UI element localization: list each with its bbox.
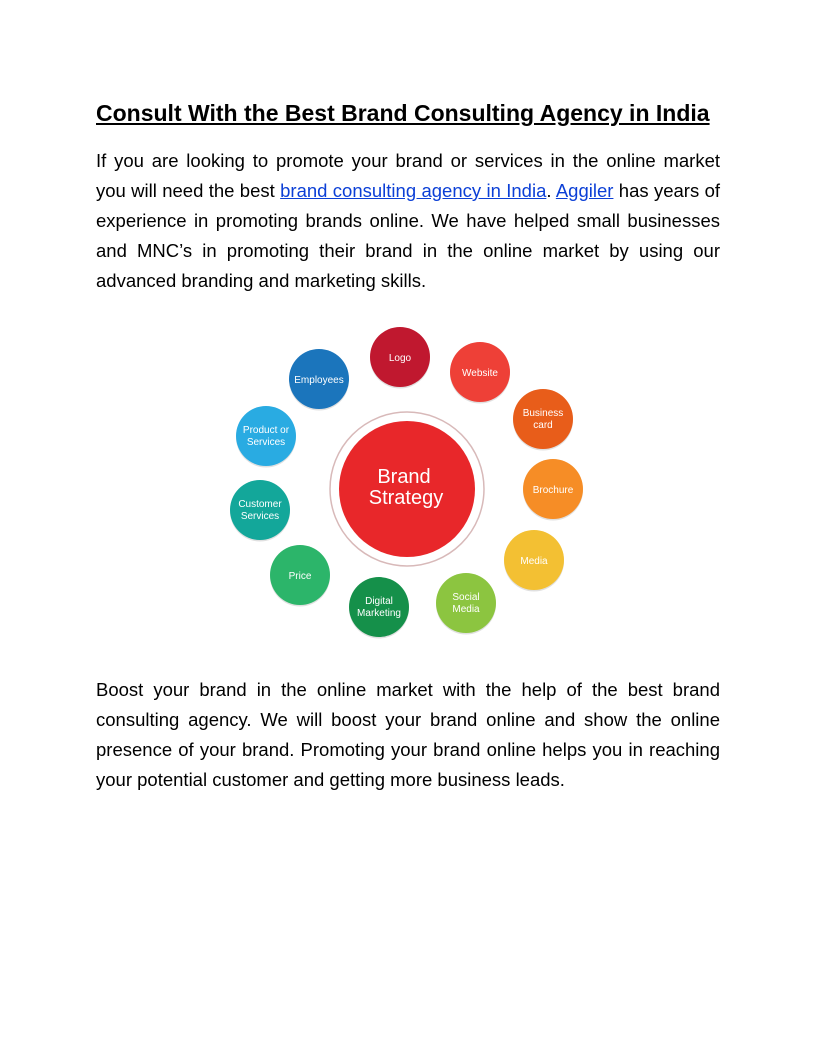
intro-text-c: has years of experience in promoting brands online. We have helped small businesses and MNC’s in promoting their brand in the online market by using our advanced branding and marketing skills. — [96, 180, 720, 291]
node-label-line2: Media — [452, 604, 480, 615]
center-label-line1: Brand — [377, 466, 431, 488]
node-digital-marketing — [349, 577, 409, 639]
center-node — [330, 412, 484, 566]
node-logo — [370, 327, 430, 389]
node-label: Logo — [388, 353, 412, 364]
node-price — [270, 545, 330, 607]
node-label-line1: Product or — [242, 425, 290, 436]
node-business-card — [513, 389, 573, 451]
node-label-line2: Services — [246, 437, 286, 448]
node-circle — [236, 406, 296, 466]
closing-paragraph: Boost your brand in the online market with the help of the best brand consulting agency. We will boost your brand online and show the online presence of your brand. Promoting your brand online helps you in reaching your potential customer and getting more business leads. — [96, 679, 720, 790]
intro-text-b: . — [546, 180, 556, 201]
node-label: Website — [462, 368, 498, 379]
aggiler-link[interactable]: Aggiler — [555, 180, 614, 201]
brand-consulting-link[interactable]: brand consulting agency in India — [280, 180, 547, 201]
node-product-or-services — [236, 406, 296, 468]
node-label: Media — [520, 556, 548, 567]
node-label-line2: Marketing — [357, 608, 401, 619]
node-circle — [230, 480, 290, 540]
node-circle — [349, 577, 409, 637]
center-label-line2: Strategy — [368, 487, 444, 509]
page-title: Consult With the Best Brand Consulting Agency in India — [96, 100, 710, 126]
node-label-line1: Digital — [365, 596, 393, 607]
node-customer-services — [230, 480, 290, 542]
node-label-line2: Services — [240, 511, 280, 522]
node-label: Brochure — [532, 485, 574, 496]
intro-paragraph — [96, 146, 720, 296]
node-label-line1: Social — [452, 592, 480, 603]
node-label: Employees — [294, 375, 344, 386]
brand-strategy-diagram — [220, 322, 600, 642]
diagram-canvas — [220, 322, 600, 642]
node-social-media — [436, 573, 496, 635]
node-website — [450, 342, 510, 404]
node-label-line1: Customer — [238, 499, 282, 510]
node-label-line1: Business — [522, 408, 564, 419]
node-employees — [289, 349, 349, 411]
node-brochure — [523, 459, 583, 521]
node-label-line2: card — [533, 420, 553, 431]
intro-text-a: If you are looking to promote your brand or services in the online market you will need the best — [96, 150, 720, 201]
node-label: Price — [288, 571, 312, 582]
node-media — [504, 530, 564, 592]
node-circle — [513, 389, 573, 449]
node-circle — [436, 573, 496, 633]
